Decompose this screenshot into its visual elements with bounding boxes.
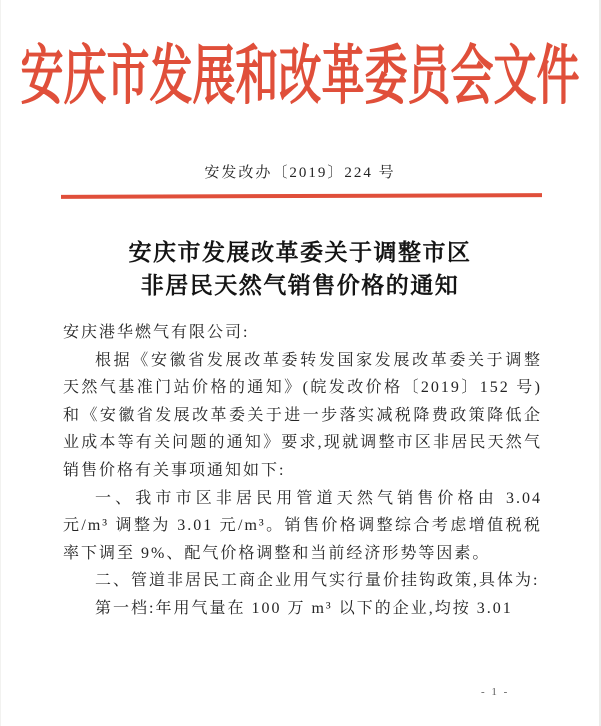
notice-body — [63, 319, 542, 623]
paragraph-item-2: 二、管道非居民工商企业用气实行量价挂钩政策,具体为: — [95, 572, 540, 590]
salutation: 安庆港华燃气有限公司: — [63, 324, 250, 341]
page-number: - 1 - — [481, 686, 510, 698]
paragraph-basis: 根据《安徽省发展改革委转发国家发展改革委关于调整天然气基准门站价格的通知》(皖发改价格〔2019〕152 号)和《安徽省发展改革委关于进一步落实减税降费政策降低企业成本等有关问题的通知》要求,现就调整市区非居民天然气销售价格有关事项通知如下: — [63, 351, 542, 479]
red-divider-line — [61, 193, 542, 199]
notice-title-line-1: 安庆市发展改革委关于调整市区 — [128, 240, 472, 265]
letterhead-org-title: 安庆市发展和改革委员会文件 — [20, 42, 580, 113]
paragraph-tier-1: 第一档:年用气量在 100 万 m³ 以下的企业,均按 3.01 — [95, 599, 513, 617]
notice-title — [1, 236, 599, 302]
letterhead-banner — [1, 26, 599, 113]
document-reference-number: 安发改办〔2019〕224 号 — [204, 165, 396, 181]
paragraph-item-1: 一、我市市区非居民用管道天然气销售价格由 3.04 元/m³ 调整为 3.01 元/m³。销售价格调整综合考虑增值税税率下调至 9%、配气价格调整和当前经济形势等因素。 — [63, 489, 542, 562]
notice-title-line-2: 非居民天然气销售价格的通知 — [140, 273, 460, 298]
